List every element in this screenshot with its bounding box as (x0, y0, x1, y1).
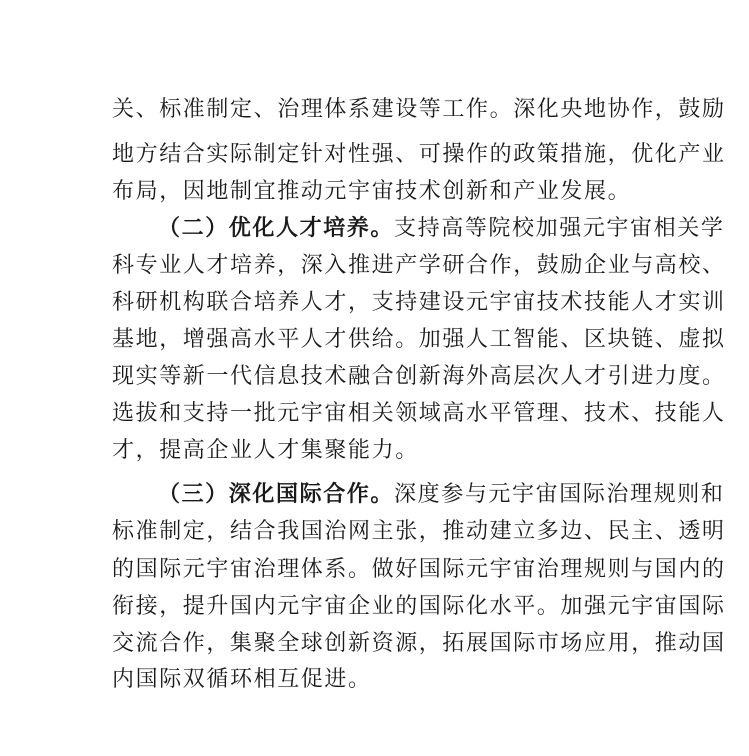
para1-line-3: 布局，因地制宜推动元宇宙技术创新和产业发展。 (112, 179, 632, 204)
section2-line-7: 才，提高企业人才集聚能力。 (112, 438, 419, 463)
section2-line-2: 科专业人才培养，深入推进产学研合作，鼓励企业与高校、 (112, 253, 726, 278)
para1-line-1: 关、标准制定、治理体系建设等工作。深化央地协作，鼓励 (112, 97, 726, 122)
section3-heading: （三）深化国际合作。 (158, 482, 395, 507)
section3-line-5: 交流合作，集聚全球创新资源，拓展国际市场应用，推动国 (112, 631, 726, 656)
section2-line-5: 现实等新一代信息技术融合创新海外高层次人才引进力度。 (112, 364, 726, 389)
section2-first-line (158, 215, 725, 243)
section2-line-4: 基地，增强高水平人才供给。加强人工智能、区块链、虚拟 (112, 327, 726, 352)
section2-first-line-text: 支持高等院校加强元宇宙相关学 (394, 216, 725, 241)
section2-line-6: 选拔和支持一批元宇宙相关领域高水平管理、技术、技能人 (112, 401, 726, 426)
section2-heading: （二）优化人才培养。 (158, 216, 395, 241)
section3-first-line (158, 481, 725, 509)
section3-line-2: 标准制定，结合我国治网主张，推动建立多边、民主、透明 (112, 519, 726, 544)
section2-line-3: 科研机构联合培养人才，支持建设元宇宙技术技能人才实训 (112, 290, 726, 315)
para1-line-2: 地方结合实际制定针对性强、可操作的政策措施，优化产业 (112, 142, 726, 167)
section3-line-3: 的国际元宇宙治理体系。做好国际元宇宙治理规则与国内的 (112, 557, 726, 582)
section3-line-6: 内国际双循环相互促进。 (112, 667, 372, 692)
section3-line-4: 衔接，提升国内元宇宙企业的国际化水平。加强元宇宙国际 (112, 594, 726, 619)
section3-first-line-text: 深度参与元宇宙国际治理规则和 (394, 482, 725, 507)
